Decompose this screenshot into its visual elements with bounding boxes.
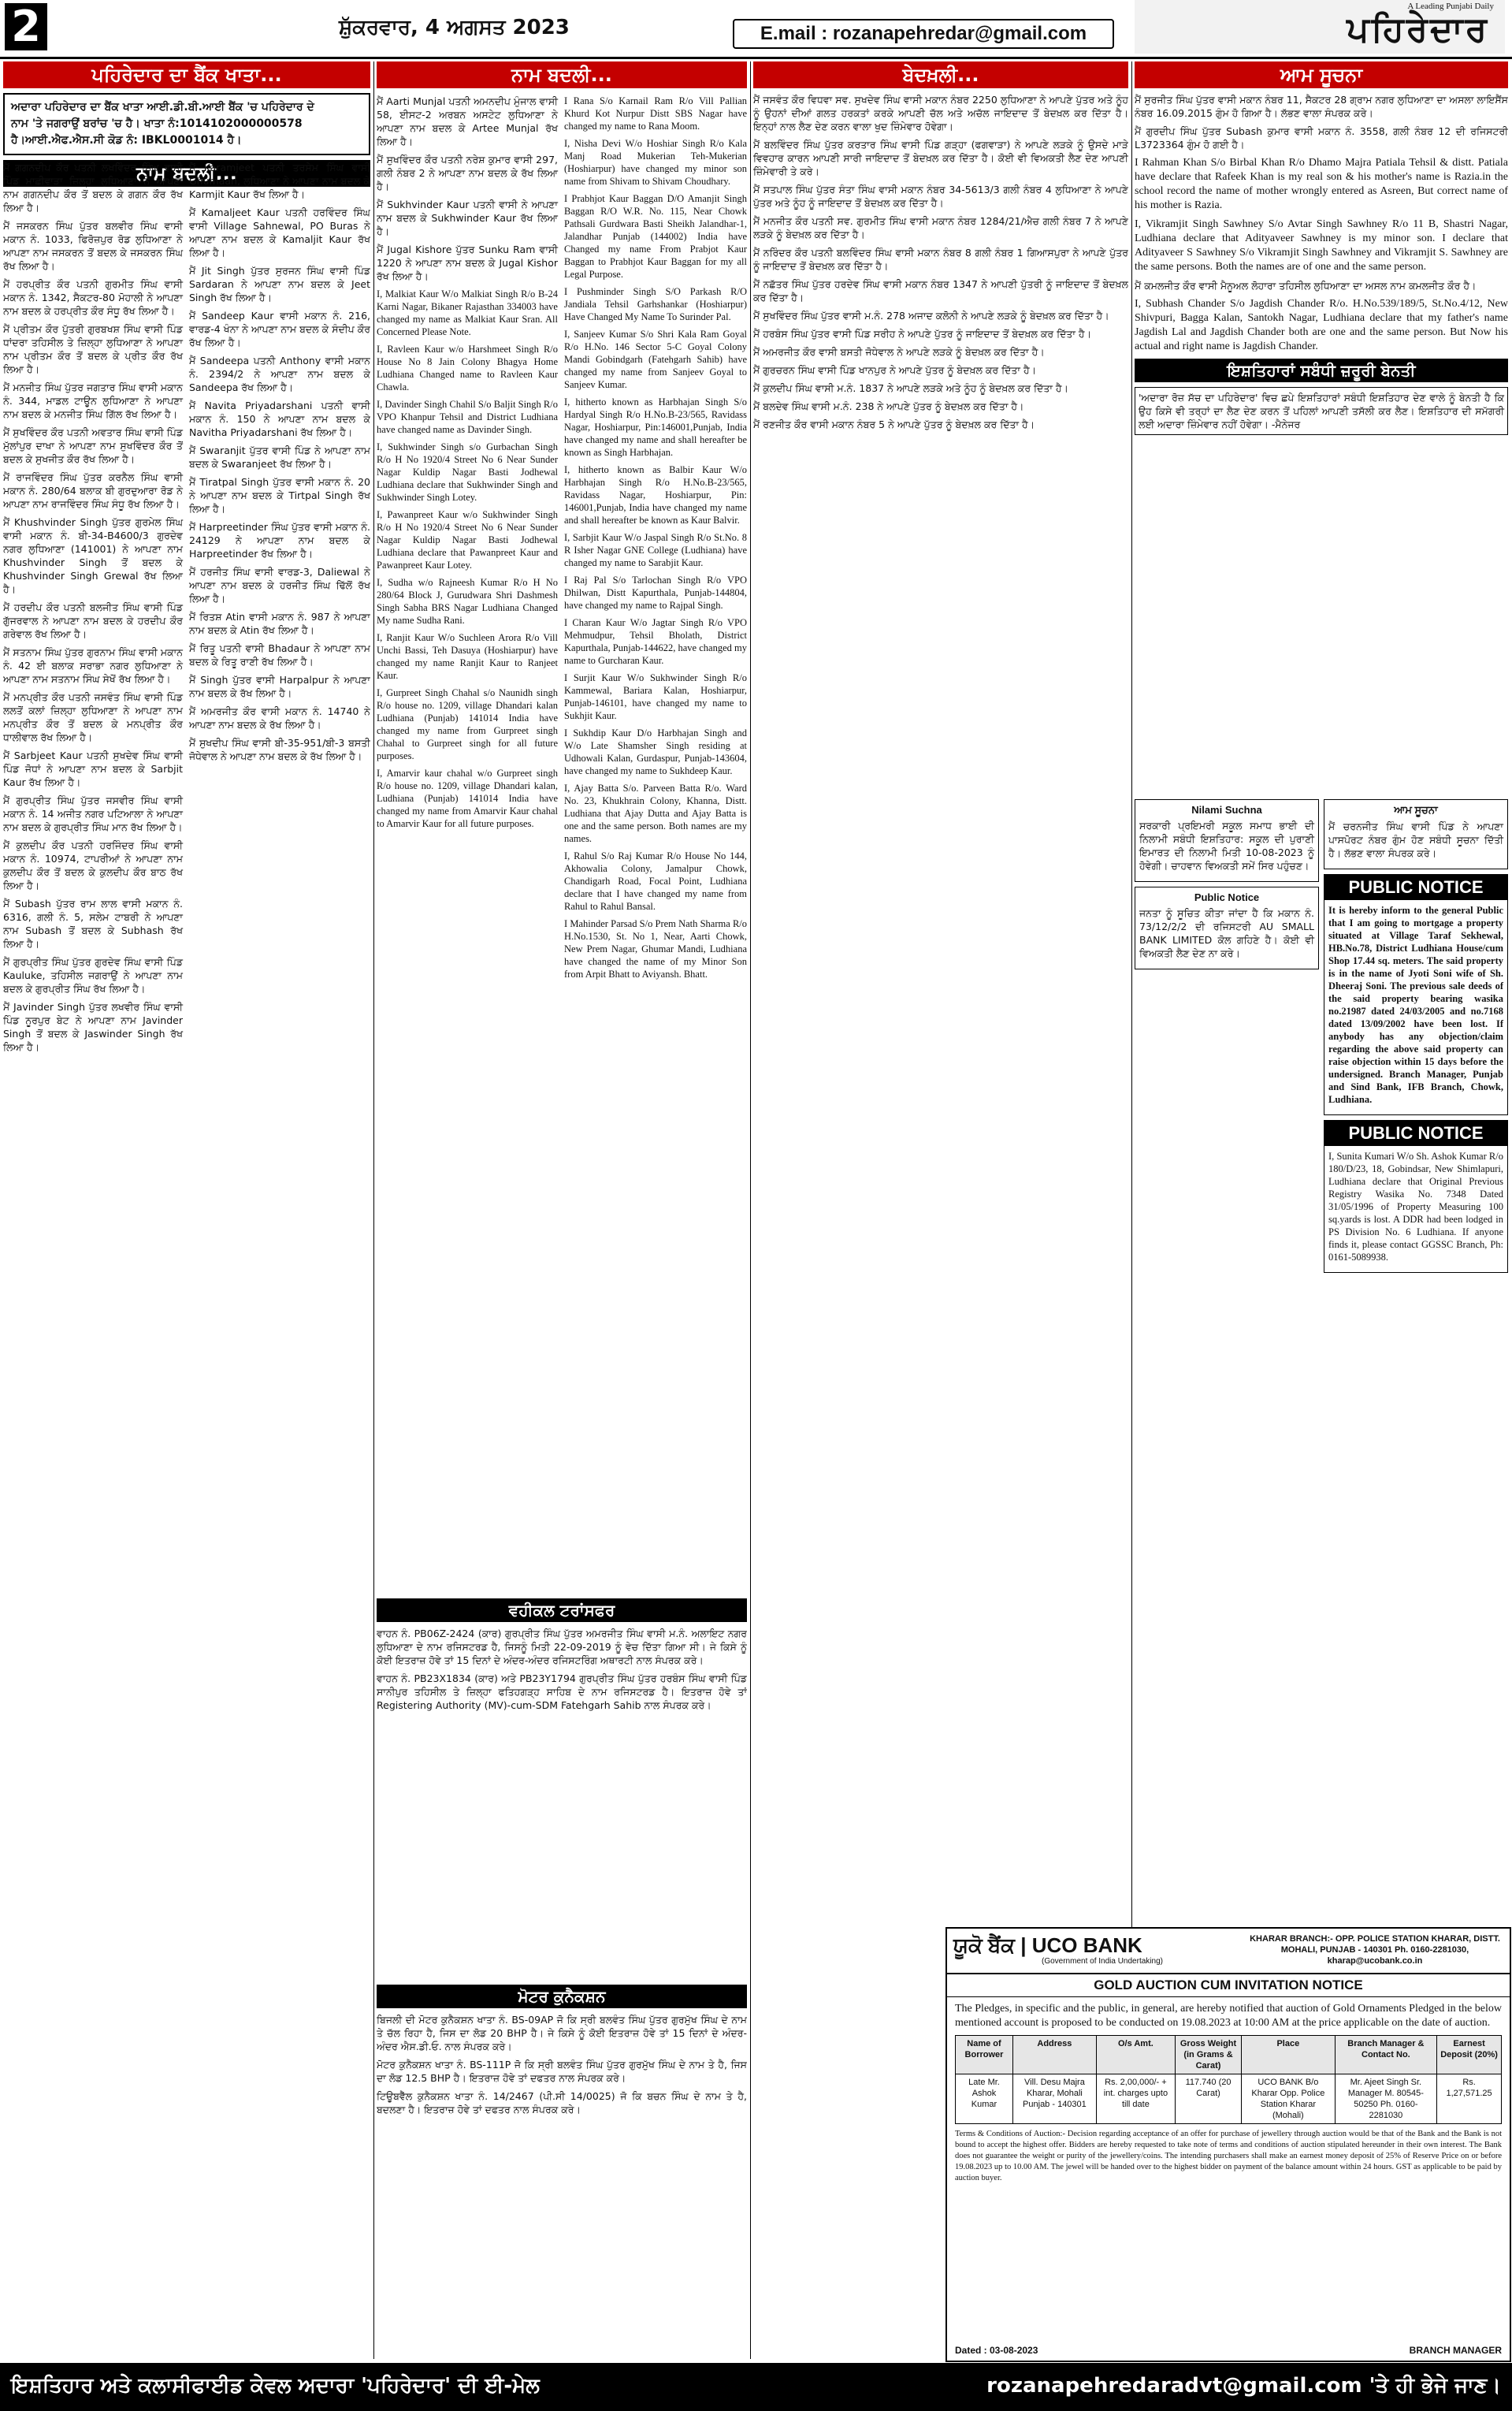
list-item: I Pushminder Singh S/O Parkash R/O Jandiala Tehsil Garhshankar (Hoshiarpur) Have Changed My Name To Surinder Pal. — [564, 286, 747, 322]
list-item: ਮੈਂ Karamjeet ਪਤਨੀ ਤਰਸੇਮ ਸਿੰਘ ਵਾਸੀ Ghumaan, ਲੁਧਿਆਣਾ ਨੇ ਆਪਣਾ ਨਾਮ ਬਦਲ ਕੇ Karmjit Kaur ਰੱਖ ਲਿਆ ਹੈ। — [189, 162, 370, 200]
public-notice-box-1 — [1324, 874, 1508, 1115]
list-item: I Prabhjot Kaur Baggan D/O Amanjit Singh Baggan R/O W.R. No. 115, Near Chowk Pathsali Gurdwara Basti Sheikh Jalandhar-1, Jalandhar Punjab (144002) India have Changed my name From Prabjot Kaur Baggan to Prabhjot Kaur Baggan for my all Legal Purpose. — [564, 193, 747, 280]
uco-signatory: BRANCH MANAGER — [1409, 2345, 1502, 2356]
bank-account-heading: ਪਹਿਰੇਦਾਰ ਦਾ ਬੈਂਕ ਖਾਤਾ... — [3, 61, 370, 88]
bank-account-box — [3, 93, 370, 155]
list-item: ਟਿਊਬਵੈੱਲ ਕੁਨੈਕਸ਼ਨ ਖਾਤਾ ਨੰ. 14/2467 (ਪੀ.ਸੀ 14/0025) ਜੋ ਕਿ ਬਚਨ ਸਿੰਘ ਦੇ ਨਾਮ ਤੇ ਹੈ, ਬਦਲਣਾ ਹੈ। ਇਤਰਾਜ਼ ਹੋਵੇ ਤਾਂ ਦਫਤਰ ਨਾਲ ਸੰਪਰਕ ਕਰੇ। — [377, 2090, 747, 2115]
bank-line-3: ਹੈ।ਆਈ.ਐਫ.ਐਸ.ਸੀ ਕੋਡ ਨੰ: IBKL0001014 ਹੈ। — [11, 134, 242, 147]
vehicle-transfer-heading: ਵਹੀਕਲ ਟਰਾਂਸਫਰ — [377, 1598, 747, 1622]
public-notice-box-1-heading: PUBLIC NOTICE — [1324, 875, 1507, 900]
uco-footer — [955, 2345, 1502, 2356]
list-item: ਵਾਹਨ ਨੰ. PB06Z-2424 (ਕਾਰ) ਗੁਰਪ੍ਰੀਤ ਸਿੰਘ ਪੁੱਤਰ ਅਮਰਜੀਤ ਸਿੰਘ ਵਾਸੀ ਮ.ਨੰ. ਅਲਾਇਟ ਨਗਰ ਲੁਧਿਆਣਾ ਦੇ ਨਾਮ ਰਜਿਸਟਰਡ ਹੈ, ਜਿਸਨੂੰ ਮਿਤੀ 22-09-2019 ਨੂੰ ਵੇਚ ਦਿੱਤਾ ਗਿਆ ਸੀ। ਜੇ ਕਿਸੇ ਨੂੰ ਕੋਈ ਇਤਰਾਜ਼ ਹੋਵੇ ਤਾਂ 15 ਦਿਨਾਂ ਦੇ ਅੰਦਰ-ਅੰਦਰ ਰਜਿਸਟਰਿੰਗ ਅਥਾਰਟੀ ਨਾਲ ਸੰਪਰਕ ਕਰੇ। — [377, 1628, 747, 1666]
name-change-list-a — [3, 161, 183, 1059]
list-item: ਮੈਂ ਸੁਖਵਿੰਦਰ ਕੌਰ ਪਤਨੀ ਨਰੇਸ਼ ਕੁਮਾਰ ਵਾਸੀ 297, ਗਲੀ ਨੰਬਰ 2 ਨੇ ਆਪਣਾ ਨਾਮ ਬਦਲ ਕੇ ਰੱਖ ਲਿਆ ਹੈ। — [377, 154, 558, 192]
list-item: ਮੈਂ Harpreetinder ਸਿੰਘ ਪੁੱਤਰ ਵਾਸੀ ਮਕਾਨ ਨੰ. 24129 ਨੇ ਆਪਣਾ ਨਾਮ ਬਦਲ ਕੇ Harpreetinder ਰੱਖ ਲਿਆ ਹੈ। — [189, 521, 370, 560]
uco-terms: Terms & Conditions of Auction:- Decision regarding acceptance of an offer for purchase of jewellery through auction would be that of the Bank and the Bank is not bound to accept the highest offer. Bidders are hereby requested to take note of terms and conditions of auction stipulated hereunder in their own interest. The Bank does not guarantee the weight or purity of the jewellery/coins. The intending purchasers shall make an earnest money deposit of 25% of Reserve Price on or before 19.08.2023 up to 10.00 AM. The jewel will be handed over to the highest bidder on payment of the balance amount within 24 hours. GST as applicable to be paid by auction buyer. — [955, 2130, 1502, 2182]
nilami-text: ਸਰਕਾਰੀ ਪ੍ਰਇਮਰੀ ਸਕੂਲ ਸਮਾਧ ਭਾਈ ਦੀ ਨਿਲਾਮੀ ਸਬੰਧੀ ਇਸ਼ਤਿਹਾਰ: ਸਕੂਲ ਦੀ ਪੁਰਾਣੀ ਇਮਾਰਤ ਦੀ ਨਿਲਾਮੀ ਮਿਤੀ 10-08-2023 ਨੂੰ ਹੋਵੇਗੀ। ਚਾਹਵਾਨ ਵਿਅਕਤੀ ਸਮੇਂ ਸਿਰ ਪਹੁੰਚਣ। — [1139, 820, 1314, 872]
list-item: I, Sukhwinder Singh s/o Gurbachan Singh R/o H No 1920/4 Street No 6 Near Sunder Nagar Kuldip Nagar Basti Jodhewal Ludhiana declare that Sukhwinder Singh and Sukhwinder Singh Lotey. — [377, 441, 558, 503]
list-item: ਮੈਂ ਅਮਰਜੀਤ ਕੌਰ ਵਾਸੀ ਮਕਾਨ ਨੰ. 14740 ਨੇ ਆਪਣਾ ਨਾਮ ਬਦਲ ਕੇ ਰੱਖ ਲਿਆ ਹੈ। — [189, 705, 370, 731]
table-header: Name of Borrower — [956, 2036, 1013, 2074]
list-item: ਮੈਂ ਕੁਲਦੀਪ ਸਿੰਘ ਵਾਸੀ ਮ.ਨੰ. 1837 ਨੇ ਆਪਣੇ ਲੜਕੇ ਅਤੇ ਨੂੰਹ ਨੂੰ ਬੇਦਖ਼ਲ ਕਰ ਦਿੱਤਾ ਹੈ। — [753, 382, 1068, 394]
table-cell: UCO BANK B/o Kharar Opp. Police Station Kharar (Mohali) — [1242, 2074, 1336, 2124]
column-2 — [377, 61, 747, 2359]
page-header — [0, 0, 1512, 59]
disown-heading: ਬੇਦਖ਼ਲੀ... — [753, 61, 1128, 88]
list-item: I, Sanjeev Kumar S/o Shri Kala Ram Goyal R/o H.No. 146 Sector 5-C Goyal Colony Mandi Gobindgarh (Fatehgarh Sahib) have changed my name from Sanjeev Goyal to Sanjeev Kumar. — [564, 329, 747, 390]
name-change-list-d — [564, 95, 747, 985]
table-cell: Rs. 2,00,000/- + int. charges upto till date — [1096, 2074, 1175, 2124]
table-header: Address — [1012, 2036, 1096, 2074]
notice-stack-left — [1135, 794, 1319, 974]
table-header: Gross Weight (in Grams & Carat) — [1175, 2036, 1241, 2074]
public-notice-text: ਜਨਤਾ ਨੂੰ ਸੂਚਿਤ ਕੀਤਾ ਜਾਂਦਾ ਹੈ ਕਿ ਮਕਾਨ ਨੰ. 73/12/2/2 ਦੀ ਰਜਿਸਟਰੀ AU SMALL BANK LIMITED ਕੋਲ ਗਹਿਣੇ ਹੈ। ਕੋਈ ਵੀ ਵਿਅਕਤੀ ਲੈਣ ਦੇਣ ਨਾ ਕਰੇ। — [1139, 907, 1314, 959]
list-item: ਮੈਂ Kamaljeet Kaur ਪਤਨੀ ਹਰਵਿੰਦਰ ਸਿੰਘ ਵਾਸੀ Village Sahnewal, PO Buras ਨੇ ਆਪਣਾ ਨਾਮ ਬਦਲ ਕੇ Kamaljit Kaur ਰੱਖ ਲਿਆ ਹੈ। — [189, 206, 370, 259]
uco-branch-address: KHARAR BRANCH:- OPP. POLICE STATION KHARAR, DISTT. MOHALI, PUNJAB - 140301 Ph. 0160-2281030, kharap@ucobank.co.in — [1250, 1934, 1500, 1966]
list-item: ਮੈਂ Swaranjit ਪੁੱਤਰ ਵਾਸੀ ਪਿੰਡ ਨੇ ਆਪਣਾ ਨਾਮ ਬਦਲ ਕੇ Swaranjeet ਰੱਖ ਲਿਆ ਹੈ। — [189, 445, 370, 470]
list-item: ਮੈਂ ਮਨਪ੍ਰੀਤ ਕੌਰ ਪਤਨੀ ਜਸਵੰਤ ਸਿੰਘ ਵਾਸੀ ਪਿੰਡ ਲਲਤੋਂ ਕਲਾਂ ਜ਼ਿਲ੍ਹਾ ਲੁਧਿਆਣਾ ਨੇ ਆਪਣਾ ਨਾਮ ਮਨਪ੍ਰੀਤ ਕੌਰ ਤੋਂ ਬਦਲ ਕੇ ਮਨਪ੍ਰੀਤ ਕੌਰ ਧਾਲੀਵਾਲ ਰੱਖ ਲਿਆ ਹੈ। — [3, 691, 183, 743]
list-item: I, hitherto known as Balbir Kaur W/o Harbhajan Singh R/o H.No.B-23/565, Ravidass Nagar, Hoshiarpur, Pin: 146001,Punjab, India have changed my name and shall hereafter be known as Kaur Balvir. — [564, 464, 747, 526]
list-item: ਮੈਂ ਬਲਵਿੰਦਰ ਸਿੰਘ ਪੁੱਤਰ ਕਰਤਾਰ ਸਿੰਘ ਵਾਸੀ ਪਿੰਡ ਗੜ੍ਹਾ (ਫਗਵਾੜਾ) ਨੇ ਆਪਣੇ ਲੜਕੇ ਨੂੰ ਉਸਦੇ ਮਾੜੇ ਵਿਵਹਾਰ ਕਾਰਨ ਆਪਣੀ ਸਾਰੀ ਜਾਇਦਾਦ ਤੋਂ ਬੇਦਖ਼ਲ ਕਰ ਦਿੱਤਾ ਹੈ। ਕੋਈ ਵੀ ਵਿਅਕਤੀ ਲੈਣ ਦੇਣ ਆਪਣੀ ਜ਼ਿੰਮੇਵਾਰੀ ਤੇ ਕਰੇ। — [753, 139, 1128, 177]
name-change-list-c — [377, 95, 558, 835]
list-item: ਮੈਂ ਮਨਜੀਤ ਸਿੰਘ ਪੁੱਤਰ ਜਗਤਾਰ ਸਿੰਘ ਵਾਸੀ ਮਕਾਨ ਨੰ. 344, ਮਾਡਲ ਟਾਊਨ ਲੁਧਿਆਣਾ ਨੇ ਆਪਣਾ ਨਾਮ ਬਦਲ ਕੇ ਮਨਜੀਤ ਸਿੰਘ ਗਿੱਲ ਰੱਖ ਲਿਆ ਹੈ। — [3, 381, 183, 420]
uco-logo: ਯੂਕੋ ਬੈਂਕ | UCO BANK — [953, 1933, 1142, 1957]
list-item: ਮੈਂ ਮਨਜੀਤ ਕੌਰ ਪਤਨੀ ਸਵ. ਗੁਰਮੀਤ ਸਿੰਘ ਵਾਸੀ ਮਕਾਨ ਨੰਬਰ 1284/21/ਐਚ ਗਲੀ ਨੰਬਰ 7 ਨੇ ਆਪਣੇ ਲੜਕੇ ਨੂੰ ਬੇਦਖ਼ਲ ਕਰ ਦਿੱਤਾ ਹੈ। — [753, 215, 1128, 240]
list-item: ਮੈਂ ਰਿਤੂ ਪਤਨੀ ਵਾਸੀ Bhadaur ਨੇ ਆਪਣਾ ਨਾਮ ਬਦਲ ਕੇ ਰਿਤੂ ਰਾਣੀ ਰੱਖ ਲਿਆ ਹੈ। — [189, 642, 370, 668]
nilami-notice — [1135, 799, 1319, 882]
list-item: ਮੈਂ ਸਤਨਾਮ ਸਿੰਘ ਪੁੱਤਰ ਗੁਰਨਾਮ ਸਿੰਘ ਵਾਸੀ ਮਕਾਨ ਨੰ. 42 ਈ ਬਲਾਕ ਸਰਾਭਾ ਨਗਰ ਲੁਧਿਆਣਾ ਨੇ ਆਪਣਾ ਨਾਮ ਸਤਨਾਮ ਸਿੰਘ ਸੇਖੋਂ ਰੱਖ ਲਿਆ ਹੈ। — [3, 646, 183, 685]
list-item: ਮੈਂ Javinder Singh ਪੁੱਤਰ ਲਖਵੀਰ ਸਿੰਘ ਵਾਸੀ ਪਿੰਡ ਨੂਰਪੁਰ ਬੇਟ ਨੇ ਆਪਣਾ ਨਾਮ Javinder Singh ਤੋਂ ਬਦਲ ਕੇ Jaswinder Singh ਰੱਖ ਲਿਆ ਹੈ। — [3, 1001, 183, 1053]
list-item: ਮੈਂ ਪ੍ਰੀਤਮ ਕੌਰ ਪੁੱਤਰੀ ਗੁਰਬਖਸ਼ ਸਿੰਘ ਵਾਸੀ ਪਿੰਡ ਧਾਂਦਰਾ ਤਹਿਸੀਲ ਤੇ ਜ਼ਿਲ੍ਹਾ ਲੁਧਿਆਣਾ ਨੇ ਆਪਣਾ ਨਾਮ ਪ੍ਰੀਤਮ ਕੌਰ ਤੋਂ ਬਦਲ ਕੇ ਪ੍ਰੀਤ ਕੌਰ ਰੱਖ ਲਿਆ ਹੈ। — [3, 323, 183, 375]
list-item: ਮੈਂ ਰਣਜੀਤ ਕੌਰ ਵਾਸੀ ਮਕਾਨ ਨੰਬਰ 5 ਨੇ ਆਪਣੇ ਪੁੱਤਰ ਨੂੰ ਬੇਦਖ਼ਲ ਕਰ ਦਿੱਤਾ ਹੈ। — [753, 419, 1035, 430]
column-divider — [750, 61, 751, 2359]
table-cell: Vill. Desu Majra Kharar, Mohali Punjab - 140301 — [1012, 2074, 1096, 2124]
table-header: Branch Manager & Contact No. — [1335, 2036, 1437, 2074]
public-notice-box-2-text: I, Sunita Kumari W/o Sh. Ashok Kumar R/o 180/D/23, 18, Gobindsar, New Shimlapuri, Ludhiana declare that Original Previous Registry Wasika No. 7348 Dated 31/05/1996 of Property Measuring 100 sq.yards is lost. A DDR had been lodged in PS Division No. 6 Ludhiana. If anyone finds it, please contact GGSSC Branch, Ph: 0161-5089938. — [1328, 1151, 1503, 1263]
list-item: I, Sudha w/o Rajneesh Kumar R/o H No 280/64 Block J, Gurudwara Shri Dashmesh Singh Sabha BRS Nagar Ludhiana Changed My name Sudha Rani. — [377, 577, 558, 626]
list-item: I, hitherto known as Harbhajan Singh S/o Hardyal Singh R/o H.No.B-23/565, Ravidass Nagar, Hoshiarpur, Pin:146001,Punjab, India have changed my name and shall hereafter be known as Singh Harbhajan. — [564, 396, 747, 458]
list-item: ਮੈਂ ਰਾਜਵਿੰਦਰ ਸਿੰਘ ਪੁੱਤਰ ਕਰਨੈਲ ਸਿੰਘ ਵਾਸੀ ਮਕਾਨ ਨੰ. 280/64 ਬਲਾਕ ਬੀ ਗੁਰਦੁਆਰਾ ਰੋਡ ਨੇ ਆਪਣਾ ਨਾਮ ਰਾਜਵਿੰਦਰ ਸਿੰਘ ਸੰਧੂ ਰੱਖ ਲਿਆ ਹੈ। — [3, 471, 183, 510]
list-item: ਮੈਂ ਜਸਵੰਤ ਕੌਰ ਵਿਧਵਾ ਸਵ. ਸੁਖਦੇਵ ਸਿੰਘ ਵਾਸੀ ਮਕਾਨ ਨੰਬਰ 2250 ਲੁਧਿਆਣਾ ਨੇ ਆਪਣੇ ਪੁੱਤਰ ਅਤੇ ਨੂੰਹ ਨੂੰ ਉਹਨਾਂ ਦੀਆਂ ਗਲਤ ਹਰਕਤਾਂ ਕਰਕੇ ਆਪਣੀ ਚੱਲ ਅਤੇ ਅਚੱਲ ਜਾਇਦਾਦ ਤੋਂ ਬੇਦਖ਼ਲ ਕਰ ਦਿੱਤਾ ਹੈ। ਇਨ੍ਹਾਂ ਨਾਲ ਲੈਣ ਦੇਣ ਕਰਨ ਵਾਲਾ ਖੁਦ ਜ਼ਿੰਮੇਵਾਰ ਹੋਵੇਗਾ। — [753, 94, 1128, 132]
header-email: E.mail : rozanapehredar@gmail.com — [733, 19, 1114, 49]
list-item: ਮੈਂ ਨਛੱਤਰ ਸਿੰਘ ਪੁੱਤਰ ਹਰਦੇਵ ਸਿੰਘ ਵਾਸੀ ਮਕਾਨ ਨੰਬਰ 1347 ਨੇ ਆਪਣੀ ਪੁੱਤਰੀ ਨੂੰ ਜਾਇਦਾਦ ਤੋਂ ਬੇਦਖ਼ਲ ਕਰ ਦਿੱਤਾ ਹੈ। — [753, 278, 1128, 303]
list-item: ਮੈਂ Navita Priyadarshani ਪਤਨੀ ਵਾਸੀ ਮਕਾਨ ਨੰ. 150 ਨੇ ਆਪਣਾ ਨਾਮ ਬਦਲ ਕੇ Navitha Priyadarshani ਰੱਖ ਲਿਆ ਹੈ। — [189, 400, 370, 438]
list-item: I Rahman Khan S/o Birbal Khan R/o Dhamo Majra Patiala Tehsil & distt. Patiala have declare that Rafeek Khan is my real son & his mother's name is Razia.in the school record the name of mother wrongly entered as Asreen, But correct name of his mother is Razia. — [1135, 157, 1508, 211]
bank-line-2: ਨਾਮ 'ਤੇ ਜਗਰਾਉਂ ਬਰਾਂਚ 'ਚ ਹੈ। ਖਾਤਾ ਨੰ:1014102000000578 — [11, 117, 303, 130]
list-item: ਮੈਂ ਹਰਦੀਪ ਕੌਰ ਪਤਨੀ ਬਲਜੀਤ ਸਿੰਘ ਵਾਸੀ ਪਿੰਡ ਗੁੱਜਰਵਾਲ ਨੇ ਆਪਣਾ ਨਾਮ ਬਦਲ ਕੇ ਹਰਦੀਪ ਕੌਰ ਗਰੇਵਾਲ ਰੱਖ ਲਿਆ ਹੈ। — [3, 601, 183, 640]
table-header: Place — [1242, 2036, 1336, 2074]
uco-title: GOLD AUCTION CUM INVITATION NOTICE — [947, 1974, 1510, 1997]
issue-date: ਸ਼ੁੱਕਰਵਾਰ, 4 ਅਗਸਤ 2023 — [339, 16, 570, 39]
motor-connection-section — [377, 1985, 747, 2121]
list-item: ਮੈਂ ਨਰਿੰਦਰ ਕੌਰ ਪਤਨੀ ਬਲਵਿੰਦਰ ਸਿੰਘ ਵਾਸੀ ਮਕਾਨ ਨੰਬਰ 8 ਗਲੀ ਨੰਬਰ 1 ਗਿਆਸਪੁਰਾ ਨੇ ਆਪਣੇ ਪੁੱਤਰ ਨੂੰ ਜਾਇਦਾਦ ਤੋਂ ਬੇਦਖ਼ਲ ਕਰ ਦਿੱਤਾ ਹੈ। — [753, 247, 1128, 272]
column-divider — [373, 61, 374, 2359]
aam-suchna-title: ਆਮ ਸੂਚਨਾ — [1394, 804, 1438, 816]
aam-suchna-notice — [1324, 799, 1508, 869]
public-notice-title: Public Notice — [1194, 891, 1260, 903]
list-item: ਮੈਂ Singh ਪੁੱਤਰ ਵਾਸੀ Harpalpur ਨੇ ਆਪਣਾ ਨਾਮ ਬਦਲ ਕੇ ਰੱਖ ਲਿਆ ਹੈ। — [189, 674, 370, 699]
page-number: 2 — [5, 3, 47, 50]
list-item: ਮੈਂ Sandeepa ਪਤਨੀ Anthony ਵਾਸੀ ਮਕਾਨ ਨੰ. 2394/2 ਨੇ ਆਪਣਾ ਨਾਮ ਬਦਲ ਕੇ Sandeepa ਰੱਖ ਲਿਆ ਹੈ। — [189, 355, 370, 393]
list-item: I, Subhash Chander S/o Jagdish Chander R/o. H.No.539/189/5, St.No.4/12, New Shivpuri, Bagga Kalan, Santokh Nagar, Ludhiana declare that my father's name Jagdish Lal and Jagdish Chander both are one and the same person. But Now his actual and right name is Jagdish Chander. — [1135, 298, 1508, 352]
list-item: I Charan Kaur W/o Jagtar Singh R/o VPO Mehmudpur, Tehsil Bholath, District Kapurthala, Punjab-144622, have changed my name to Gurcharan Kaur. — [564, 617, 747, 666]
footer-email: rozanapehredaradvt@gmail.com 'ਤੇ ਹੀ ਭੇਜੇ ਜਾਣ। — [986, 2374, 1501, 2398]
column-1 — [3, 61, 370, 2359]
list-item: ਮੈਂ ਜਸਕਰਨ ਸਿੰਘ ਪੁੱਤਰ ਬਲਵੀਰ ਸਿੰਘ ਵਾਸੀ ਮਕਾਨ ਨੰ. 1033, ਫਿਰੋਜ਼ਪੁਰ ਰੋਡ ਲੁਧਿਆਣਾ ਨੇ ਆਪਣਾ ਨਾਮ ਜਸਕਰਨ ਤੋਂ ਬਦਲ ਕੇ ਜਸਕਰਨ ਸਿੰਘ ਰੱਖ ਲਿਆ ਹੈ। — [3, 220, 183, 272]
list-item: ਮੈਂ Khushvinder Singh ਪੁੱਤਰ ਗੁਰਮੇਲ ਸਿੰਘ ਵਾਸੀ ਮਕਾਨ ਨੰ. ਬੀ-34-B4600/3 ਗੁਰਦੇਵ ਨਗਰ ਲੁਧਿਆਣਾ (141001) ਨੇ ਆਪਣਾ ਨਾਮ Khushvinder Singh ਤੋਂ ਬਦਲ ਕੇ Khushvinder Singh Grewal ਰੱਖ ਲਿਆ ਹੈ। — [3, 516, 183, 595]
list-item: ਮੈਂ Sukhvinder Kaur ਪਤਨੀ ਵਾਸੀ ਨੇ ਆਪਣਾ ਨਾਮ ਬਦਲ ਕੇ Sukhwinder Kaur ਰੱਖ ਲਿਆ ਹੈ। — [377, 199, 558, 237]
list-item: ਮੈਂ ਹਰਜੀਤ ਸਿੰਘ ਵਾਸੀ ਵਾਰਡ-3, Daliewal ਨੇ ਆਪਣਾ ਨਾਮ ਬਦਲ ਕੇ ਹਰਜੀਤ ਸਿੰਘ ਢਿੱਲੋਂ ਰੱਖ ਲਿਆ ਹੈ। — [189, 566, 370, 605]
public-notice-box-1-text: It is hereby inform to the general Public that I am going to mortgage a property situated at Village Taraf Sekhewal, HB.No.78, District Ludhiana House/cum Shop 17.44 sq. meters. The said property is in the name of Jyoti Soni wife of Sh. Dheeraj Soni. The previous sale deeds of the said property bearing wasika no.21987 dated 24/03/2005 and no.7168 dated 13/09/2002 have been lost. If anybody has any objection/claim regarding the above said property can raise objection within 15 days before the undersigned. Branch Manager, Punjab and Sind Bank, IFB Branch, Chowk, Ludhiana. — [1328, 905, 1503, 1105]
table-cell: 117.740 (20 Carat) — [1175, 2074, 1241, 2124]
list-item: I, Nisha Devi W/o Hoshiar Singh R/o Kala Manj Road Mukerian Teh-Mukerian (Hoshiarpur) have changed my minor son name from Shivam to Shivam Choudhary. — [564, 138, 747, 187]
name-change-list-b — [189, 161, 370, 768]
page-footer — [0, 2363, 1512, 2411]
list-item: I Mahinder Parsad S/o Prem Nath Sharma R/o H.No.1530, St. No 1, Near, Aarti Chowk, New Prem Nagar, Ghumar Mandi, Ludhiana have changed the name of my Minor Son from Arpit Bhatt to Aviyansh. Bhatt. — [564, 918, 747, 980]
masthead — [1135, 0, 1505, 54]
list-item: ਮੈਂ ਕਮਲਜੀਤ ਕੌਰ ਵਾਸੀ ਮੈਨੂਅਲ ਲੋਹਾਰਾ ਤਹਿਸੀਲ ਲੁਧਿਆਣਾ ਦਾ ਅਸਲ ਨਾਮ ਕਮਲਜੀਤ ਕੌਰ ਹੈ। — [1135, 280, 1477, 292]
list-item: ਮੈਂ ਕੁਲਦੀਪ ਕੌਰ ਪਤਨੀ ਹਰਜਿੰਦਰ ਸਿੰਘ ਵਾਸੀ ਮਕਾਨ ਨੰ. 10974, ਟਾਪਰੀਆਂ ਨੇ ਆਪਣਾ ਨਾਮ ਕੁਲਦੀਪ ਕੌਰ ਤੋਂ ਬਦਲ ਕੇ ਕੁਲਦੀਪ ਕੌਰ ਬਾਠ ਰੱਖ ਲਿਆ ਹੈ। — [3, 839, 183, 891]
uco-subtitle: (Government of India Undertaking) — [1042, 1957, 1163, 1966]
bank-line-1: ਅਦਾਰਾ ਪਹਿਰੇਦਾਰ ਦਾ ਬੈਂਕ ਖਾਤਾ ਆਈ.ਡੀ.ਬੀ.ਆਈ ਬੈਂਕ 'ਚ ਪਹਿਰੇਦਾਰ ਦੇ — [11, 101, 314, 113]
list-item: ਮੈਂ ਹਰਬੰਸ ਸਿੰਘ ਪੁੱਤਰ ਵਾਸੀ ਪਿੰਡ ਸਰੀਹ ਨੇ ਆਪਣੇ ਪੁੱਤਰ ਨੂੰ ਜਾਇਦਾਦ ਤੋਂ ਬੇਦਖ਼ਲ ਕਰ ਦਿੱਤਾ ਹੈ। — [753, 328, 1092, 340]
list-item: ਬਿਜਲੀ ਦੀ ਮੋਟਰ ਕੁਨੈਕਸ਼ਨ ਖਾਤਾ ਨੰ. BS-09AP ਜੋ ਕਿ ਸ੍ਰੀ ਬਲਵੰਤ ਸਿੰਘ ਪੁੱਤਰ ਗੁਰਮੁੱਖ ਸਿੰਘ ਦੇ ਨਾਮ ਤੇ ਚੱਲ ਰਿਹਾ ਹੈ, ਜਿਸ ਦਾ ਲੋਡ 20 BHP ਹੈ। ਜੇ ਕਿਸੇ ਨੂੰ ਕੋਈ ਇਤਰਾਜ਼ ਹੋਵੇ ਤਾਂ 15 ਦਿਨਾਂ ਦੇ ਅੰਦਰ-ਅੰਦਰ ਐਸ.ਡੀ.ਓ. ਨਾਲ ਸੰਪਰਕ ਕਰੇ। — [377, 2014, 747, 2052]
list-item: I, Ajay Batta S/o. Parveen Batta R/o. Ward No. 23, Khukhrain Colony, Khanna, Distt. Ludhiana that Ajay Dutta and Ajay Batta is one and the same person. Both names are my names. — [564, 783, 747, 844]
list-item: ਮੈਂ ਅਮਰਜੀਤ ਕੌਰ ਵਾਸੀ ਬਸਤੀ ਜੋਧੇਵਾਲ ਨੇ ਆਪਣੇ ਲੜਕੇ ਨੂੰ ਬੇਦਖ਼ਲ ਕਰ ਦਿੱਤਾ ਹੈ। — [753, 346, 1045, 358]
uco-header — [947, 1929, 1510, 1974]
list-item: ਮੋਟਰ ਕੁਨੈਕਸ਼ਨ ਖਾਤਾ ਨੰ. BS-111P ਜੋ ਕਿ ਸ੍ਰੀ ਬਲਵੰਤ ਸਿੰਘ ਪੁੱਤਰ ਗੁਰਮੁੱਖ ਸਿੰਘ ਦੇ ਨਾਮ ਤੇ ਹੈ, ਜਿਸ ਦਾ ਲੋਡ 12.5 BHP ਹੈ। ਇਤਰਾਜ਼ ਹੋਵੇ ਤਾਂ ਦਫਤਰ ਨਾਲ ਸੰਪਰਕ ਕਰੇ। — [377, 2059, 747, 2084]
public-notice-heading: ਆਮ ਸੂਚਨਾ — [1135, 61, 1508, 88]
list-item: I Sukhdip Kaur D/o Harbhajan Singh and W/o Late Shamsher Singh residing at Udhowali Kalan, Gurdaspur, Punjab-143604, have changed my name to Sukhdeep Kaur. — [564, 727, 747, 776]
disown-list — [753, 93, 1128, 431]
list-item: I, Pawanpreet Kaur w/o Sukhwinder Singh R/o H No 1920/4 Street No 6 Near Sunder Nagar Kuldip Nagar Basti Jodhewal Ludhiana declare that Pawanpreet Kaur and Pawanpreet Kaur Lotey. — [377, 509, 558, 571]
list-item: I, Amarvir kaur chahal w/o Gurpreet singh R/o house no. 1209, village Dhandari kalan, Ludhiana (Punjab) 141014 India have changed my name from Amarvir Kaur chahal to Amarvir Kaur for all future purposes. — [377, 768, 558, 829]
list-item: I, Ranjit Kaur W/o Suchleen Arora R/o Vill Unchi Bassi, Teh Dasuya (Hoshiarpur) have changed my name Ranjit Kaur to Ranjeet Kaur. — [377, 632, 558, 681]
list-item: I, Malkiat Kaur W/o Malkiat Singh R/o B-24 Karni Nagar, Bikaner Rajasthan 334003 have changed my name as Malkiat Kaur Sran. All Concerned Please Note. — [377, 288, 558, 337]
list-item: ਮੈਂ Tiratpal Singh ਪੁੱਤਰ ਵਾਸੀ ਮਕਾਨ ਨੰ. 20 ਨੇ ਆਪਣਾ ਨਾਮ ਬਦਲ ਕੇ Tirtpal Singh ਰੱਖ ਲਿਆ ਹੈ। — [189, 476, 370, 515]
ads-request-heading: ਇਸ਼ਤਿਹਾਰਾਂ ਸਬੰਧੀ ਜ਼ਰੂਰੀ ਬੇਨਤੀ — [1135, 359, 1508, 382]
list-item: ਵਾਹਨ ਨੰ. PB23X1834 (ਕਾਰ) ਅਤੇ PB23Y1794 ਗੁਰਪ੍ਰੀਤ ਸਿੰਘ ਪੁੱਤਰ ਹਰਬੰਸ ਸਿੰਘ ਵਾਸੀ ਪਿੰਡ ਸਾਨੀਪੁਰ ਤਹਿਸੀਲ ਤੇ ਜ਼ਿਲ੍ਹਾ ਫਤਿਹਗੜ੍ਹ ਸਾਹਿਬ ਦੇ ਨਾਮ ਰਜਿਸਟਰਡ ਹੈ। ਇਤਰਾਜ਼ ਹੋਵੇ ਤਾਂ Registering Authority (MV)-cum-SDM Fatehgarh Sahib ਨਾਲ ਸੰਪਰਕ ਕਰੇ। — [377, 1672, 747, 1711]
list-item: I, Gurpreet Singh Chahal s/o Naunidh singh R/o house no. 1209, village Dhandari kalan Ludhiana (Punjab) 141014 India have changed my name from Gurpreet singh Chahal to Gurpreet singh for all future purposes. — [377, 687, 558, 761]
table-header: O/s Amt. — [1096, 2036, 1175, 2074]
list-item: ਮੈਂ ਹਰਪ੍ਰੀਤ ਕੌਰ ਪਤਨੀ ਗੁਰਮੀਤ ਸਿੰਘ ਵਾਸੀ ਮਕਾਨ ਨੰ. 1342, ਸੈਕਟਰ-80 ਮੋਹਾਲੀ ਨੇ ਆਪਣਾ ਨਾਮ ਬਦਲ ਕੇ ਹਰਪ੍ਰੀਤ ਕੌਰ ਸੰਧੂ ਰੱਖ ਲਿਆ ਹੈ। — [3, 278, 183, 317]
list-item: ਮੈਂ Sandeep Kaur ਵਾਸੀ ਮਕਾਨ ਨੰ. 216, ਵਾਰਡ-4 ਖੰਨਾ ਨੇ ਆਪਣਾ ਨਾਮ ਬਦਲ ਕੇ ਸੰਦੀਪ ਕੌਰ ਰੱਖ ਲਿਆ ਹੈ। — [189, 310, 370, 348]
footer-text: ਇਸ਼ਤਿਹਾਰ ਅਤੇ ਕਲਾਸੀਫਾਈਡ ਕੇਵਲ ਅਦਾਰਾ 'ਪਹਿਰੇਦਾਰ' ਦੀ ਈ-ਮੇਲ — [11, 2374, 540, 2398]
list-item: ਮੈਂ ਗੁਰਦੀਪ ਸਿੰਘ ਪੁੱਤਰ Subash ਕੁਮਾਰ ਵਾਸੀ ਮਕਾਨ ਨੰ. 3558, ਗਲੀ ਨੰਬਰ 12 ਦੀ ਰਜਿਸਟਰੀ L3723364 ਗੁੰਮ ਹੋ ਗਈ ਹੈ। — [1135, 125, 1508, 151]
public-notice-box-2 — [1324, 1120, 1508, 1273]
list-item: ਮੈਂ ਗੁਰਚਰਨ ਸਿੰਘ ਵਾਸੀ ਪਿੰਡ ਖਾਨਪੁਰ ਨੇ ਆਪਣੇ ਪੁੱਤਰ ਨੂੰ ਬੇਦਖ਼ਲ ਕਰ ਦਿੱਤਾ ਹੈ। — [753, 364, 1037, 376]
list-item: I, Davinder Singh Chahil S/o Baljit Singh R/o VPO Khanpur Tehsil and District Ludhiana have changed name as Davinder Singh. — [377, 399, 558, 435]
list-item: ਮੈਂ ਬਲਦੇਵ ਸਿੰਘ ਵਾਸੀ ਮ.ਨੰ. 238 ਨੇ ਆਪਣੇ ਪੁੱਤਰ ਨੂੰ ਬੇਦਖ਼ਲ ਕਰ ਦਿੱਤਾ ਹੈ। — [753, 400, 1024, 412]
table-cell: Mr. Ajeet Singh Sr. Manager M. 80545-50250 Ph. 0160-2281030 — [1335, 2074, 1437, 2124]
public-notice-small — [1135, 887, 1319, 969]
table-header: Earnest Deposit (20%) — [1437, 2036, 1502, 2074]
name-change-heading-2: ਨਾਮ ਬਦਲੀ... — [377, 61, 747, 88]
list-item: I, Vikramjit Singh Sawhney S/o Avtar Singh Sawhney R/o 11 B, Shastri Nagar, Ludhiana declare that Adityaveer Sawhney is my minor son. I declare that Adityaveer S Sawhney S/o Vikramjit Singh Sawhney and Vikramjit S. Sawhney are the same persons. Both the names are of one and the same person. — [1135, 218, 1508, 273]
list-item: ਮੈਂ Jugal Kishore ਪੁੱਤਰ Sunku Ram ਵਾਸੀ 1220 ਨੇ ਆਪਣਾ ਨਾਮ ਬਦਲ ਕੇ Jugal Kishor ਰੱਖ ਲਿਆ ਹੈ। — [377, 244, 558, 282]
list-item: ਮੈਂ ਰਿਤਸ਼ Atin ਵਾਸੀ ਮਕਾਨ ਨੰ. 987 ਨੇ ਆਪਣਾ ਨਾਮ ਬਦਲ ਕੇ Atin ਰੱਖ ਲਿਆ ਹੈ। — [189, 611, 370, 636]
masthead-title: ਪਹਿਰੇਦਾਰ — [1347, 9, 1489, 50]
ads-request-text: 'ਅਦਾਰਾ ਰੋਜ਼ ਸੱਚ ਦਾ ਪਹਿਰੇਦਾਰ' ਵਿਚ ਛਪੇ ਇਸ਼ਤਿਹਾਰਾਂ ਸਬੰਧੀ ਇਸ਼ਤਿਹਾਰ ਦੇਣ ਵਾਲੇ ਨੂੰ ਬੇਨਤੀ ਹੈ ਕਿ ਉਹ ਕਿਸੇ ਵੀ ਤਰ੍ਹਾਂ ਦਾ ਲੈਣ ਦੇਣ ਕਰਨ ਤੋਂ ਪਹਿਲਾਂ ਆਪਣੀ ਤਸੱਲੀ ਕਰ ਲੈਣ। ਇਸ਼ਤਿਹਾਰ ਦੀ ਸਮੱਗਰੀ ਲਈ ਅਦਾਰਾ ਜ਼ਿੰਮੇਵਾਰ ਨਹੀਂ ਹੋਵੇਗਾ। -ਮੈਨੇਜਰ — [1135, 387, 1508, 435]
list-item: I Rana S/o Karnail Ram R/o Vill Pallian Khurd Kot Nurpur Distt SBS Nagar have changed my name to Rana Moom. — [564, 95, 747, 132]
table-header-row — [956, 2036, 1502, 2074]
list-item: ਮੈਂ Jit Singh ਪੁੱਤਰ ਸੁਰਜਨ ਸਿੰਘ ਵਾਸੀ ਪਿੰਡ Sardaran ਨੇ ਆਪਣਾ ਨਾਮ ਬਦਲ ਕੇ Jeet Singh ਰੱਖ ਲਿਆ ਹੈ। — [189, 265, 370, 303]
uco-bank-ad — [945, 1927, 1511, 2362]
nilami-title: Nilami Suchna — [1191, 804, 1262, 816]
name-change-heading: ਨਾਮ ਬਦਲੀ... — [3, 160, 370, 187]
uco-intro: The Pledges, in specific and the public, in general, are hereby notified that auction of Gold Ornaments Pledged in the below mentioned account is proposed to be conducted on 19.08.2023 at 10:00 AM at the price applicable on the date of auction. — [955, 2003, 1502, 2029]
uco-dated: Dated : 03-08-2023 — [955, 2345, 1038, 2356]
table-row — [956, 2074, 1502, 2124]
list-item: ਮੈਂ ਗੁਰਪ੍ਰੀਤ ਸਿੰਘ ਪੁੱਤਰ ਗੁਰਦੇਵ ਸਿੰਘ ਵਾਸੀ ਪਿੰਡ Kauluke, ਤਹਿਸੀਲ ਜਗਰਾਉਂ ਨੇ ਆਪਣਾ ਨਾਮ ਬਦਲ ਕੇ ਗੁਰਪ੍ਰੀਤ ਸਿੰਘ ਰੱਖ ਲਿਆ ਹੈ। — [3, 956, 183, 995]
list-item: ਮੈਂ Aarti Munjal ਪਤਨੀ ਅਮਨਦੀਪ ਮੁੰਜਾਲ ਵਾਸੀ 58, ਈਸਟ-2 ਅਰਬਨ ਅਸਟੇਟ ਲੁਧਿਆਣਾ ਨੇ ਆਪਣਾ ਨਾਮ ਬਦਲ ਕੇ Artee Munjal ਰੱਖ ਲਿਆ ਹੈ। — [377, 95, 558, 147]
table-cell: Late Mr. Ashok Kumar — [956, 2074, 1013, 2124]
list-item: ਮੈਂ ਗੁਰਪ੍ਰੀਤ ਸਿੰਘ ਪੁੱਤਰ ਜਸਵੀਰ ਸਿੰਘ ਵਾਸੀ ਮਕਾਨ ਨੰ. 14 ਅਜੀਤ ਨਗਰ ਪਟਿਆਲਾ ਨੇ ਆਪਣਾ ਨਾਮ ਬਦਲ ਕੇ ਗੁਰਪ੍ਰੀਤ ਸਿੰਘ ਮਾਨ ਰੱਖ ਲਿਆ ਹੈ। — [3, 794, 183, 833]
list-item: ਮੈਂ ਗਗਨਦੀਪ ਕੌਰ ਪਤਨੀ ਲਖਵਿੰਦਰ ਸਿੰਘ ਵਾਸੀ ਪਿੰਡ ਮਾਛੀਵਾੜਾ ਜ਼ਿਲ੍ਹਾ ਲੁਧਿਆਣਾ ਨੇ ਆਪਣਾ ਨਾਮ ਗਗਨਦੀਪ ਕੌਰ ਤੋਂ ਬਦਲ ਕੇ ਗਗਨ ਕੌਰ ਰੱਖ ਲਿਆ ਹੈ। — [3, 162, 183, 214]
aam-suchna-text: ਮੈਂ ਚਰਨਜੀਤ ਸਿੰਘ ਵਾਸੀ ਪਿੰਡ ਨੇ ਆਪਣਾ ਪਾਸਪੋਰਟ ਨੰਬਰ ਗੁੰਮ ਹੋਣ ਸਬੰਧੀ ਸੂਚਨਾ ਦਿੱਤੀ ਹੈ। ਲੱਭਣ ਵਾਲਾ ਸੰਪਰਕ ਕਰੇ। — [1328, 820, 1503, 859]
uco-auction-table — [955, 2035, 1502, 2124]
list-item: I, Ravleen Kaur w/o Harshmeet Singh R/o House No 8 Jain Colony Bhagya Home Ludhiana Changed name to Ravleen Kaur Chawla. — [377, 344, 558, 393]
motor-connection-heading: ਮੋਟਰ ਕੁਨੈਕਸ਼ਨ — [377, 1985, 747, 2008]
masthead-tagline: A Leading Punjabi Daily — [1407, 2, 1494, 11]
table-cell: Rs. 1,27,571.25 — [1437, 2074, 1502, 2124]
list-item: I, Sarbjit Kaur W/o Jaspal Singh R/o St.No. 8 R Isher Nagar GNE College (Ludhiana) have changed my name to Sarabjit Kaur. — [564, 532, 747, 568]
list-item: ਮੈਂ ਸੁਖਦੀਪ ਸਿੰਘ ਵਾਸੀ ਬੀ-35-951/ਬੀ-3 ਬਸਤੀ ਜੋਧੇਵਾਲ ਨੇ ਆਪਣਾ ਨਾਮ ਬਦਲ ਕੇ ਰੱਖ ਲਿਆ ਹੈ। — [189, 737, 370, 762]
list-item: I, Rahul S/o Raj Kumar R/o House No 144, Akhowalia Colony, Jamalpur Chowk, Chandigarh Road, Focal Point, Ludhiana declare that I have changed my name from Rahul to Rahul Bansal. — [564, 850, 747, 912]
list-item: ਮੈਂ Subash ਪੁੱਤਰ ਰਾਮ ਲਾਲ ਵਾਸੀ ਮਕਾਨ ਨੰ. 6316, ਗਲੀ ਨੰ. 5, ਸਲੇਮ ਟਾਬਰੀ ਨੇ ਆਪਣਾ ਨਾਮ Subash ਤੋਂ ਬਦਲ ਕੇ Subhash ਰੱਖ ਲਿਆ ਹੈ। — [3, 898, 183, 950]
list-item: ਮੈਂ ਸਤਪਾਲ ਸਿੰਘ ਪੁੱਤਰ ਸੰਤਾ ਸਿੰਘ ਵਾਸੀ ਮਕਾਨ ਨੰਬਰ 34-5613/3 ਗਲੀ ਨੰਬਰ 4 ਲੁਧਿਆਣਾ ਨੇ ਆਪਣੇ ਪੁੱਤਰ ਅਤੇ ਨੂੰਹ ਨੂੰ ਜਾਇਦਾਦ ਤੋਂ ਬੇਦਖ਼ਲ ਕਰ ਦਿੱਤਾ ਹੈ। — [753, 184, 1128, 209]
list-item: ਮੈਂ Sarbjeet Kaur ਪਤਨੀ ਸੁਖਦੇਵ ਸਿੰਘ ਵਾਸੀ ਪਿੰਡ ਜੋਧਾਂ ਨੇ ਆਪਣਾ ਨਾਮ ਬਦਲ ਕੇ Sarbjit Kaur ਰੱਖ ਲਿਆ ਹੈ। — [3, 750, 183, 788]
list-item: ਮੈਂ ਸੁਖਵਿੰਦਰ ਕੌਰ ਪਤਨੀ ਅਵਤਾਰ ਸਿੰਘ ਵਾਸੀ ਪਿੰਡ ਮੁੱਲਾਂਪੁਰ ਦਾਖਾ ਨੇ ਆਪਣਾ ਨਾਮ ਸੁਖਵਿੰਦਰ ਕੌਰ ਤੋਂ ਬਦਲ ਕੇ ਸੁਖਜੀਤ ਕੌਰ ਰੱਖ ਲਿਆ ਹੈ। — [3, 426, 183, 465]
vehicle-transfer-section — [377, 1598, 747, 1717]
list-item: ਮੈਂ ਸੁਰਜੀਤ ਸਿੰਘ ਪੁੱਤਰ ਵਾਸੀ ਮਕਾਨ ਨੰਬਰ 11, ਸੈਕਟਰ 28 ਗ੍ਰਾਮ ਨਗਰ ਲੁਧਿਆਣਾ ਦਾ ਅਸਲਾ ਲਾਇਸੈਂਸ ਨੰਬਰ 16.09.2015 ਗੁੰਮ ਹੋ ਗਿਆ ਹੈ। ਲੱਭਣ ਵਾਲਾ ਸੰਪਰਕ ਕਰੇ। — [1135, 94, 1508, 119]
notice-stack-right — [1324, 794, 1508, 1278]
list-item: ਮੈਂ ਸੁਖਵਿੰਦਰ ਸਿੰਘ ਪੁੱਤਰ ਵਾਸੀ ਮ.ਨੰ. 278 ਅਜਾਦ ਕਲੋਨੀ ਨੇ ਆਪਣੇ ਲੜਕੇ ਨੂੰ ਬੇਦਖ਼ਲ ਕਰ ਦਿੱਤਾ ਹੈ। — [753, 310, 1109, 322]
list-item: I Raj Pal S/o Tarlochan Singh R/o VPO Dhilwan, Distt Kapurthala, Punjab-144804, have changed my name to Rajpal Singh. — [564, 575, 747, 611]
list-item: I Surjit Kaur W/o Sukhwinder Singh R/o Kammewal, Bariara Kalan, Hoshiarpur, Punjab-146101, have changed my name to Sukhjit Kaur. — [564, 672, 747, 721]
public-notice-box-2-heading: PUBLIC NOTICE — [1324, 1121, 1507, 1146]
